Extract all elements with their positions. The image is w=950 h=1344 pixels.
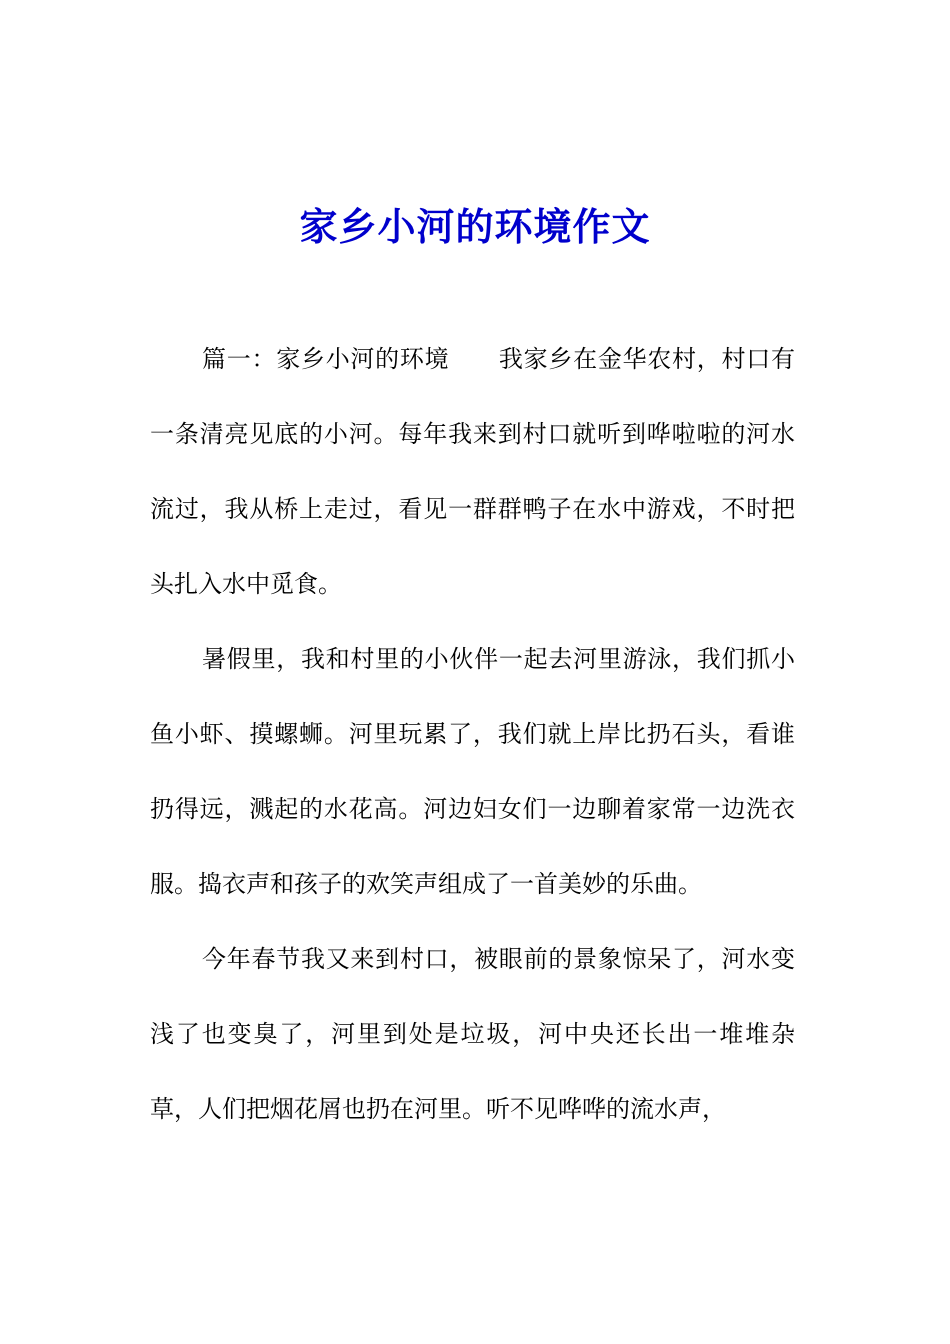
paragraph: 今年春节我又来到村口，被眼前的景象惊呆了，河水变浅了也变臭了，河里到处是垃圾，河中央还长出一堆堆杂草，人们把烟花屑也扔在河里。听不见哗哗的流水声， <box>150 945 795 1123</box>
document-title: 家乡小河的环境作文 <box>299 204 651 250</box>
paragraph: 暑假里，我和村里的小伙伴一起去河里游泳，我们抓小鱼小虾、摸螺蛳。河里玩累了，我们就上岸比扔石头，看谁扔得远，溅起的水花高。河边妇女们一边聊着家常一边洗衣服。捣衣声和孩子的欢笑声组成了一首美妙的乐曲。 <box>150 645 795 898</box>
paragraph: 篇一：家乡小河的环境 我家乡在金华农村，村口有一条清亮见底的小河。每年我来到村口就听到哗啦啦的河水流过，我从桥上走过，看见一群群鸭子在水中游戏，不时把头扎入水中觅食。 <box>150 345 795 598</box>
document-body <box>150 322 795 1147</box>
